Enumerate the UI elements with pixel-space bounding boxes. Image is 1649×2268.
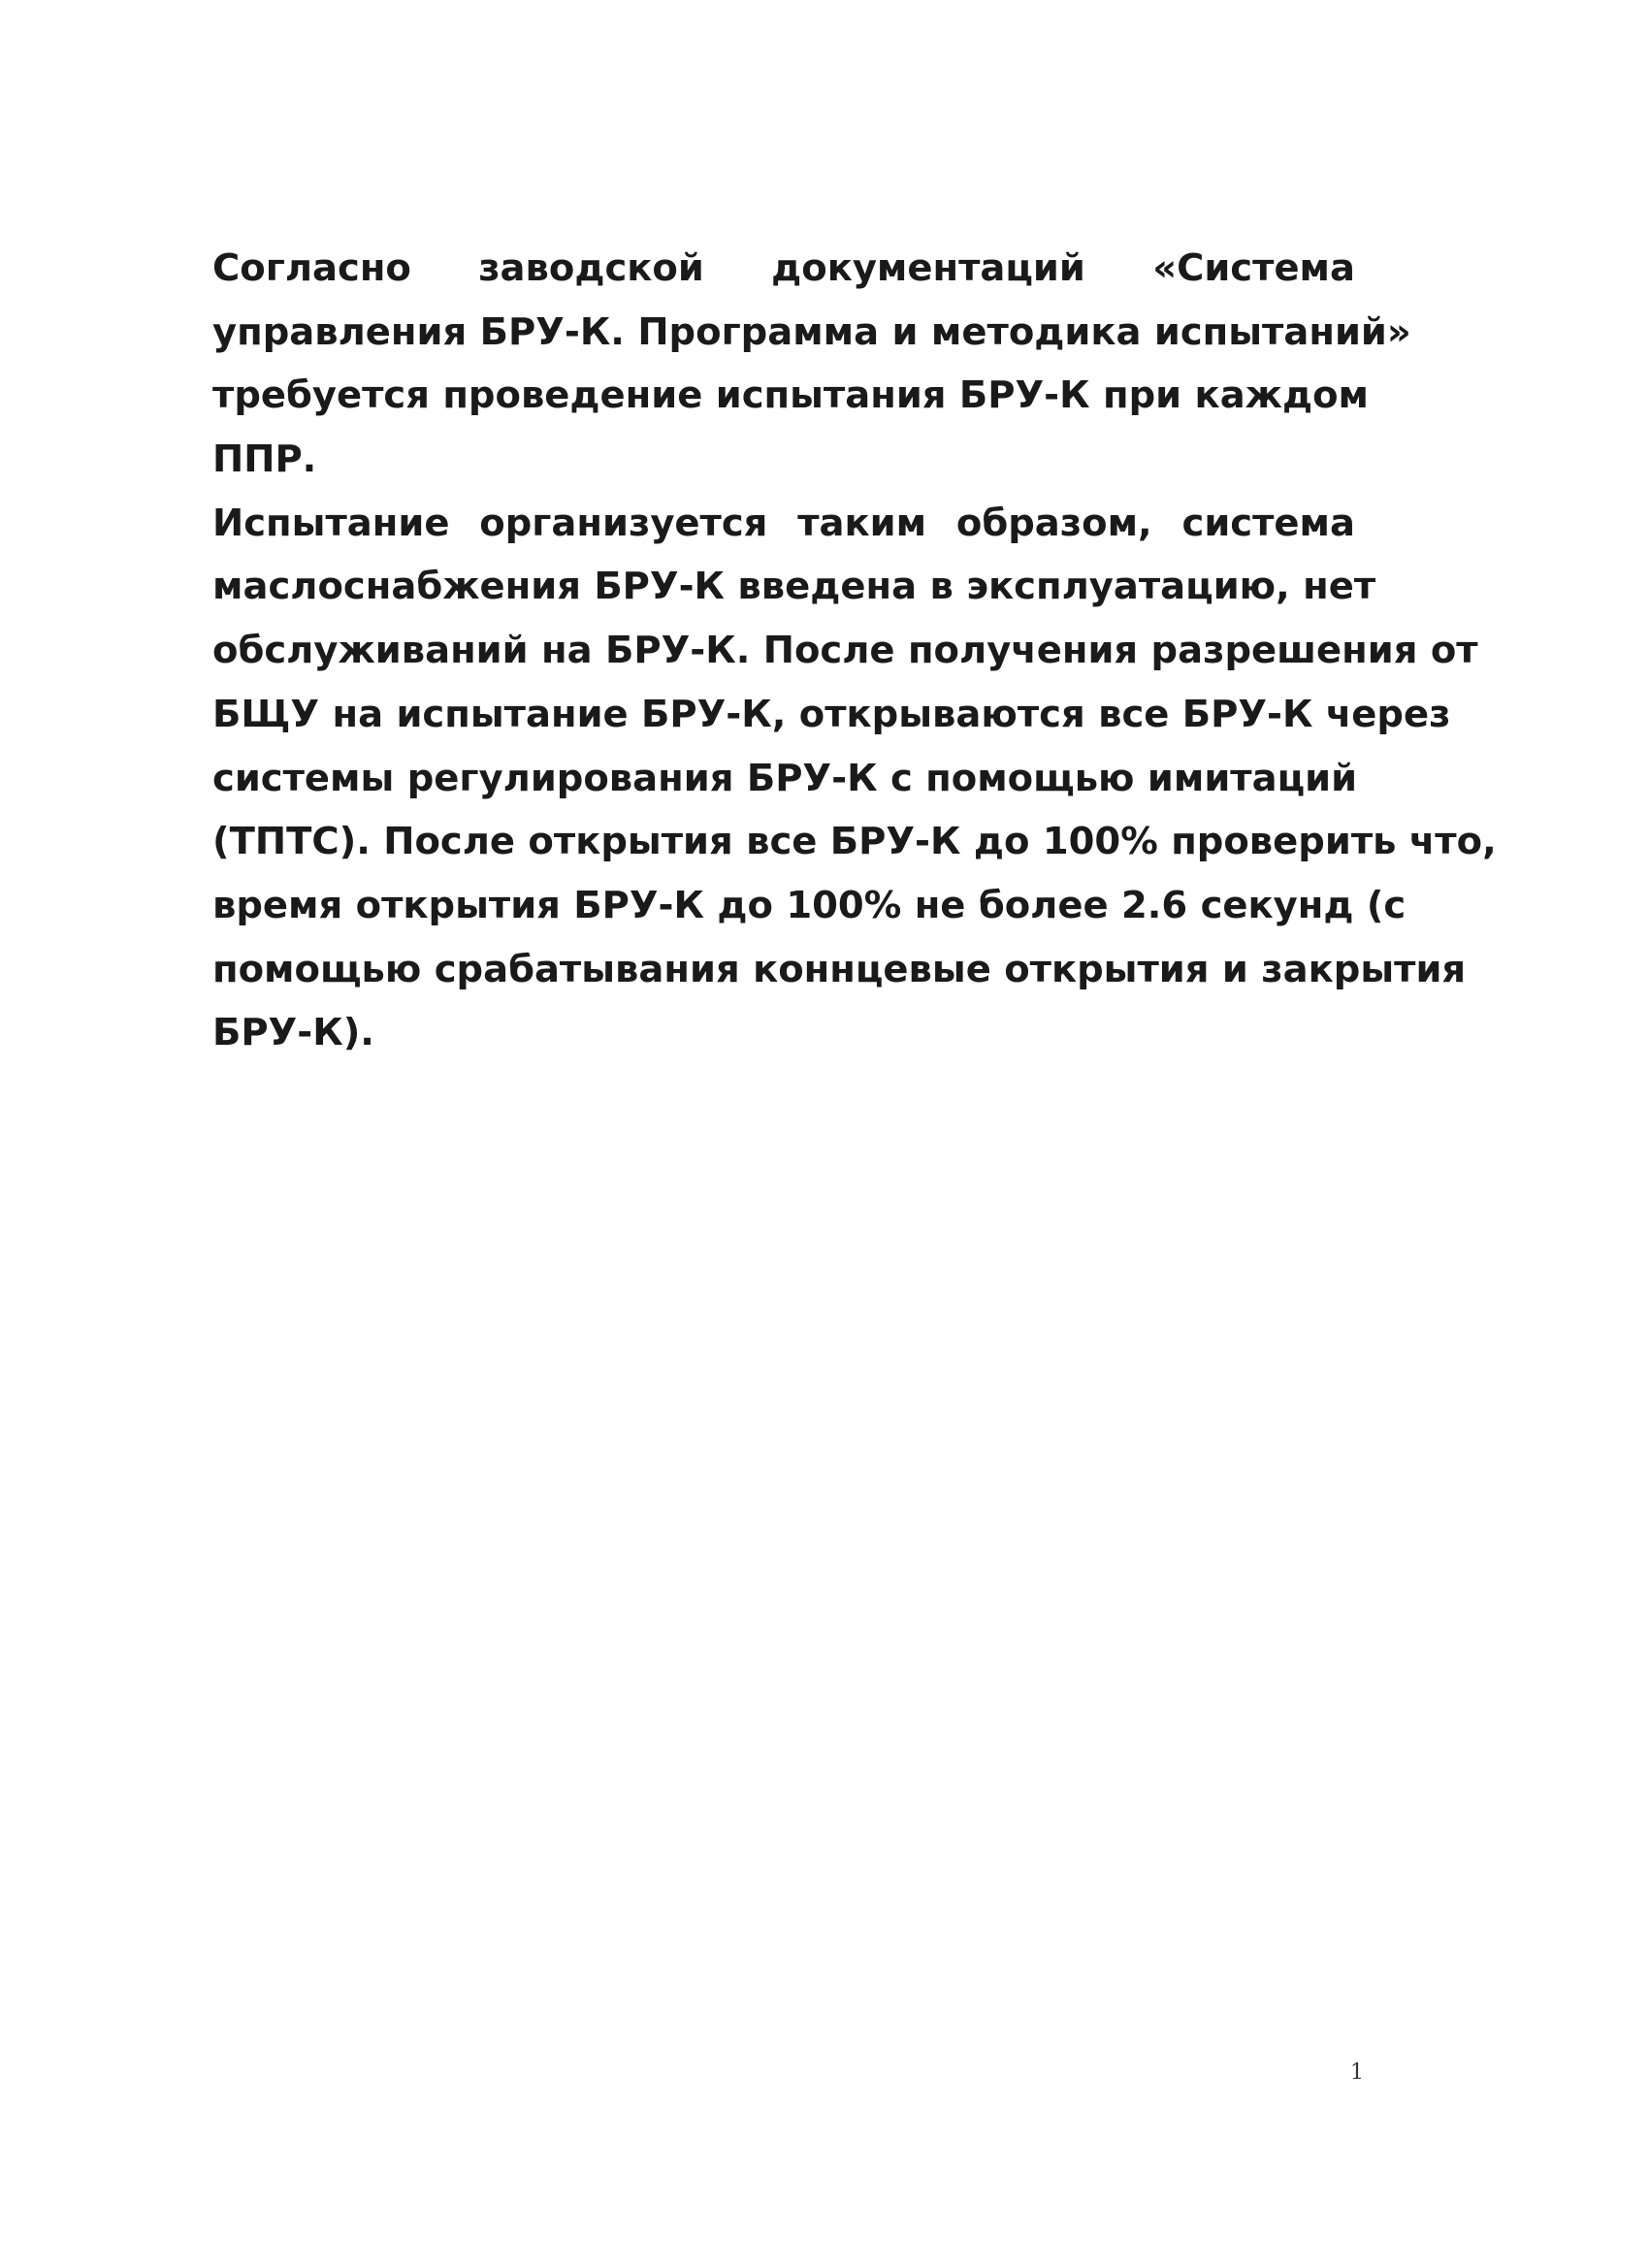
text-line: БЩУ на испытание БРУ-К, открываются все БРУ-К через xyxy=(212,692,1451,736)
text-line: ППР. xyxy=(212,437,317,482)
text-line: (ТПТС). После открытия все БРУ-К до 100% проверить что, xyxy=(212,820,1497,864)
text-line: время открытия БРУ-К до 100% не более 2.6 секунд (с xyxy=(212,883,1406,927)
document-body xyxy=(212,237,1497,1065)
text-line: системы регулирования БРУ-К с помощью имитаций xyxy=(212,756,1358,800)
text-line: управления БРУ-К. Программа и методика испытаний» xyxy=(212,309,1411,354)
text-line: требуется проведение испытания БРУ-К при каждом xyxy=(212,373,1369,418)
text-line: помощью срабатывания коннцевые открытия и закрытия xyxy=(212,947,1467,991)
text-line: Согласно заводской документаций «Система xyxy=(212,246,1355,290)
text-line: обслуживаний на БРУ-К. После получения разрешения от xyxy=(212,629,1478,673)
text-line: Испытание организуется таким образом, система xyxy=(212,501,1355,545)
text-line: БРУ-К). xyxy=(212,1011,374,1055)
text-line: маслоснабжения БРУ-К введена в эксплуатацию, нет xyxy=(212,565,1376,609)
page-number: 1 xyxy=(1350,2060,1364,2085)
